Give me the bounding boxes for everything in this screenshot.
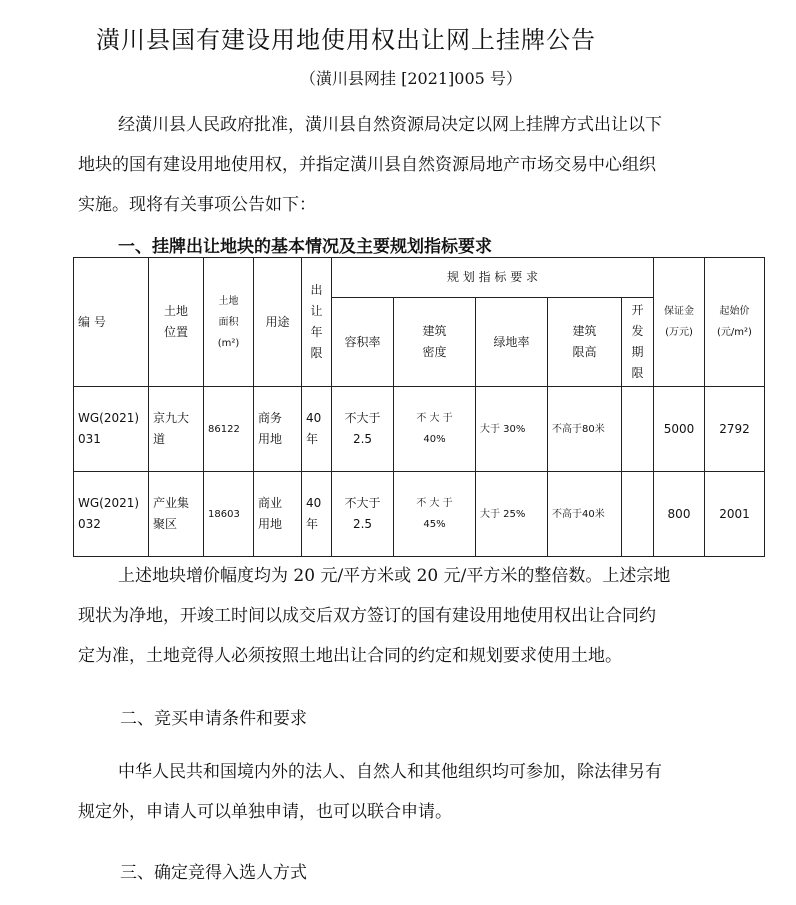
header-start-price: 起始价 (元/m²) (705, 258, 765, 387)
cell-height: 不高于80米 (548, 387, 622, 472)
cell-location: 产业集 聚区 (149, 472, 204, 557)
cell-location: 京九大 道 (149, 387, 204, 472)
cell-use: 商业 用地 (254, 472, 302, 557)
cell-start-price: 2792 (705, 387, 765, 472)
page-title: 潢川县国有建设用地使用权出让网上挂牌公告 (96, 26, 596, 54)
after-table-line-1: 上述地块增价幅度均为 20 元/平方米或 20 元/平方米的整倍数。上述宗地 (118, 566, 671, 586)
cell-far: 不大于 2.5 (332, 387, 394, 472)
cell-deposit: 5000 (654, 387, 705, 472)
cell-green: 大于 30% (476, 387, 548, 472)
cell-deposit: 800 (654, 472, 705, 557)
cell-number: WG(2021) 032 (74, 472, 149, 557)
cell-green: 大于 25% (476, 472, 548, 557)
section-3-heading: 三、确定竞得入选人方式 (120, 863, 307, 883)
intro-line-1: 经潢川县人民政府批准，潢川县自然资源局决定以网上挂牌方式出让以下 (118, 115, 662, 135)
cell-density: 不 大 于 40% (394, 387, 476, 472)
header-planning: 规 划 指 标 要 求 (332, 258, 654, 298)
section-1-heading: 一、挂牌出让地块的基本情况及主要规划指标要求 (118, 237, 492, 257)
land-parcel-table (73, 257, 765, 557)
header-term: 出 让 年 限 (302, 258, 332, 387)
header-deposit: 保证金 (万元) (654, 258, 705, 387)
intro-line-3: 实施。现将有关事项公告如下： (78, 195, 316, 215)
cell-far: 不大于 2.5 (332, 472, 394, 557)
header-far: 容积率 (332, 298, 394, 387)
table-row (74, 387, 765, 472)
cell-area: 18603 (204, 472, 254, 557)
table-row (74, 472, 765, 557)
cell-term: 40 年 (302, 472, 332, 557)
after-table-line-2: 现状为净地，开竣工时间以成交后双方签订的国有建设用地使用权出让合同约 (78, 606, 656, 626)
after-table-line-3: 定为准，土地竞得人必须按照土地出让合同的约定和规划要求使用土地。 (78, 646, 622, 666)
header-density: 建筑 密度 (394, 298, 476, 387)
document-number: （潢川县网挂 [2021]005 号） (300, 69, 522, 88)
header-location: 土地 位置 (149, 258, 204, 387)
header-green: 绿地率 (476, 298, 548, 387)
section-2-heading: 二、竞买申请条件和要求 (120, 709, 307, 729)
cell-period (622, 472, 654, 557)
section-2-line-2: 规定外，申请人可以单独申请，也可以联合申请。 (78, 802, 452, 822)
cell-density: 不 大 于 45% (394, 472, 476, 557)
section-2-line-1: 中华人民共和国境内外的法人、自然人和其他组织均可参加，除法律另有 (118, 762, 662, 782)
header-height: 建筑 限高 (548, 298, 622, 387)
header-period: 开 发 期 限 (622, 298, 654, 387)
cell-use: 商务 用地 (254, 387, 302, 472)
header-area: 土地 面积 (m²) (204, 258, 254, 387)
cell-period (622, 387, 654, 472)
cell-height: 不高于40米 (548, 472, 622, 557)
cell-area: 86122 (204, 387, 254, 472)
header-number: 编 号 (74, 258, 149, 387)
cell-term: 40 年 (302, 387, 332, 472)
cell-start-price: 2001 (705, 472, 765, 557)
intro-line-2: 地块的国有建设用地使用权，并指定潢川县自然资源局地产市场交易中心组织 (78, 155, 656, 175)
header-use: 用途 (254, 258, 302, 387)
cell-number: WG(2021) 031 (74, 387, 149, 472)
